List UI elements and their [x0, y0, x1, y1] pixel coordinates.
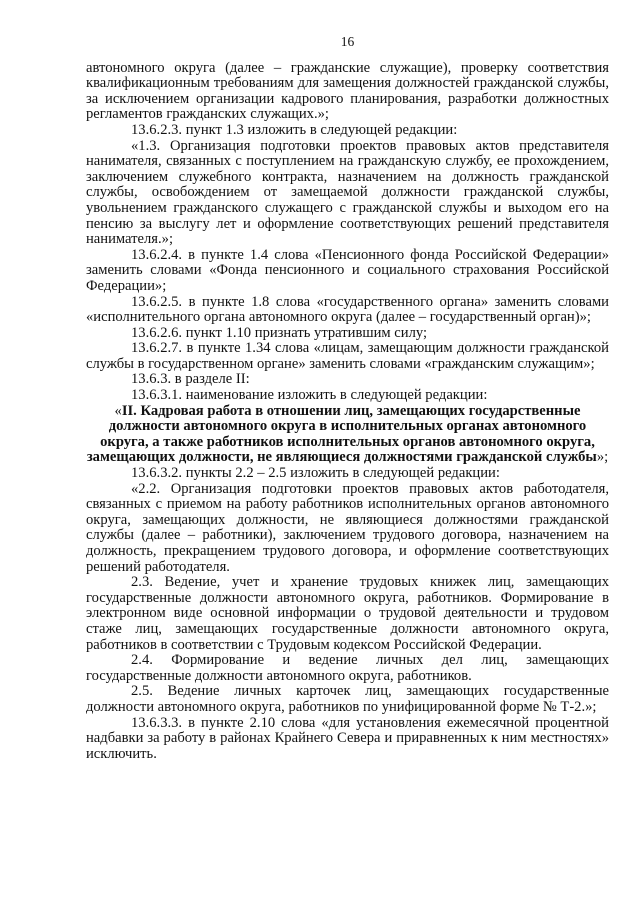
paragraph-2-2-text: «2.2. Организация подготовки проектов правовых актов работодателя, связанных с приемом на работу работников исполнительных органов автономного округа, замещающих должности, не являющиеся должностями гражданской службы (далее – работники), заключением трудового договора, назначением на должность, прекращением трудового договора, и оформление соответствующих решений работодателя. [86, 480, 609, 575]
paragraph-continuation: автономного округа (далее – гражданские служащие), проверку соответствия квалификационным требованиям для замещения должностей гражданской службы, за исключением организации кадрового планирования, разработки должностных регламентов гражданских служащих.»; [86, 59, 609, 123]
paragraph-13-6-2-7: 13.6.2.7. в пункте 1.34 слова «лицам, замещающим должности гражданской службы в государственном органе» заменить словами «гражданским служащим»; [86, 340, 609, 372]
paragraph-13-6-2-6: 13.6.2.6. пункт 1.10 признать утратившим силу; [131, 324, 428, 341]
heading-bold-text: II. Кадровая работа в отношении лиц, замещающих государственные должности автономного округа в исполнительных органах автономного округа, а также работников исполнительных органов автономного округа, замещающих должности, не являющиеся должностями гражданской службы [86, 402, 597, 466]
paragraph-13-6-3-1: 13.6.3.1. наименование изложить в следующей редакции: [131, 387, 488, 404]
paragraph-1-3-text: «1.3. Организация подготовки проектов правовых актов представителя нанимателя, связанных с поступлением на гражданскую службу, ее прохождением, заключением служебного контракта, назначением на должность гражданской службы, освобождением от замещаемой должности гражданской службы, увольнением гражданского служащего с гражданской службы и выходом его на пенсию за выслугу лет и оформление соответствующих решений представителя нанимателя.»; [86, 137, 609, 248]
heading-open-quote: « [114, 402, 122, 419]
paragraph-13-6-3: 13.6.3. в разделе II: [131, 371, 250, 388]
paragraph-13-6-3-2: 13.6.3.2. пункты 2.2 – 2.5 изложить в следующей редакции: [131, 465, 500, 482]
paragraph-13-6-2-3: 13.6.2.3. пункт 1.3 изложить в следующей редакции: [131, 121, 458, 138]
paragraph-2-5-text: 2.5. Ведение личных карточек лиц, замещающих государственные должности автономного округа, работников по унифицированной форме № Т-2.»; [86, 683, 609, 715]
paragraph-2-3-text: 2.3. Ведение, учет и хранение трудовых книжек лиц, замещающих государственные должности автономного округа, работников. Формирование в электронном виде основной информации о трудовой деятельности и трудовом стаже лиц, замещающих государственные должности автономного округа, работников в соответствии с Трудовым кодексом Российской Федерации. [86, 574, 609, 653]
paragraph-13-6-2-5: 13.6.2.5. в пункте 1.8 слова «государственного органа» заменить словами «исполнительного органа автономного округа (далее – государственный орган)»; [86, 293, 609, 326]
paragraph-2-4-text: 2.4. Формирование и ведение личных дел лиц, замещающих государственные должности автономного округа, работников. [86, 652, 609, 684]
document-page [86, 34, 609, 762]
paragraph-13-6-3-3: 13.6.3.3. в пункте 2.10 слова «для установления ежемесячной процентной надбавки за работу в районах Крайнего Севера и приравненных к ним местностях» исключить. [86, 714, 609, 762]
paragraph-13-6-2-4: 13.6.2.4. в пункте 1.4 слова «Пенсионного фонда Российской Федерации» заменить словами «Фонда пенсионного и социального страхования Российской Федерации»; [86, 246, 609, 294]
section-heading [86, 404, 609, 466]
page-number: 16 [340, 34, 355, 49]
heading-close-quote: »; [596, 449, 609, 466]
